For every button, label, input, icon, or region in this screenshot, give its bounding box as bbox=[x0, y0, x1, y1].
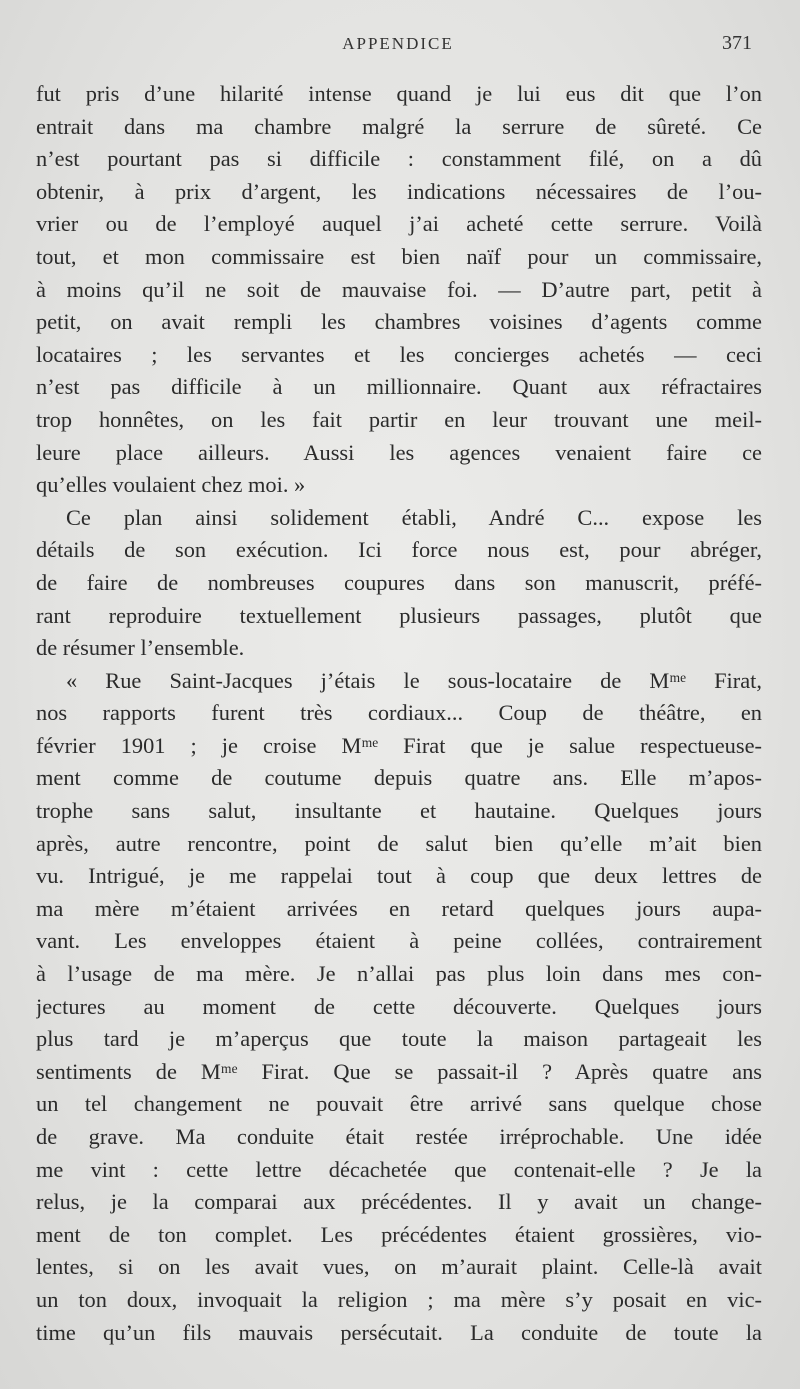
text-line: lentes, si on les avait vues, on m’aurait plaint. Celle-là avait bbox=[36, 1254, 762, 1280]
text-line: petit, on avait rempli les chambres voisines d’agents comme bbox=[36, 309, 762, 335]
text-line: me vint : cette lettre décachetée que contenait-elle ? Je la bbox=[36, 1156, 762, 1182]
text-line: un ton doux, invoquait la religion ; ma mère s’y posait en vic- bbox=[36, 1286, 762, 1312]
text-line: locataires ; les servantes et les concierges achetés — ceci bbox=[36, 341, 762, 367]
text-line: février 1901 ; je croise Mᵐᵉ Firat que je salue respectueuse- bbox=[36, 732, 762, 758]
text-line: vu. Intrigué, je me rappelai tout à coup que deux lettres de bbox=[36, 863, 762, 889]
page-header bbox=[36, 30, 760, 60]
text-line: un tel changement ne pouvait être arrivé sans quelque chose bbox=[36, 1091, 762, 1117]
text-line: « Rue Saint-Jacques j’étais le sous-locataire de Mᵐᵉ Firat, bbox=[66, 667, 762, 693]
text-line: détails de son exécution. Ici force nous est, pour abréger, bbox=[36, 537, 762, 563]
text-line: de grave. Ma conduite était restée irréprochable. Une idée bbox=[36, 1124, 762, 1149]
text-line: fut pris d’une hilarité intense quand je lui eus dit que l’on bbox=[36, 81, 762, 106]
page-number: 371 bbox=[722, 32, 752, 54]
text-line: Ce plan ainsi solidement établi, André C... expose les bbox=[66, 504, 762, 530]
text-line: de résumer l’ensemble. bbox=[36, 635, 245, 661]
text-line: obtenir, à prix d’argent, les indications nécessaires de l’ou- bbox=[36, 178, 762, 204]
text-line: après, autre rencontre, point de salut bien qu’elle m’ait bien bbox=[36, 830, 762, 856]
text-line: vrier ou de l’employé auquel j’ai acheté cette serrure. Voilà bbox=[36, 211, 762, 237]
text-line: ma mère m’étaient arrivées en retard quelques jours aupa- bbox=[36, 895, 762, 921]
text-line: relus, je la comparai aux précédentes. Il y avait un change- bbox=[36, 1189, 762, 1215]
body-text bbox=[36, 78, 762, 1349]
text-line: qu’elles voulaient chez moi. » bbox=[36, 472, 306, 498]
text-line: tout, et mon commissaire est bien naïf pour un commissaire, bbox=[36, 243, 762, 269]
text-line: n’est pourtant pas si difficile : constamment filé, on a dû bbox=[36, 146, 762, 172]
text-line: vant. Les enveloppes étaient à peine collées, contrairement bbox=[36, 928, 762, 954]
text-line: à l’usage de ma mère. Je n’allai pas plus loin dans mes con- bbox=[36, 961, 762, 987]
text-line: ment de ton complet. Les précédentes étaient grossières, vio- bbox=[36, 1221, 762, 1247]
text-line: plus tard je m’aperçus que toute la maison partageait les bbox=[36, 1026, 762, 1052]
text-line: time qu’un fils mauvais persécutait. La conduite de toute la bbox=[36, 1319, 762, 1345]
text-line: trophe sans salut, insultante et hautaine. Quelques jours bbox=[36, 798, 762, 824]
text-line: rant reproduire textuellement plusieurs passages, plutôt que bbox=[36, 602, 762, 628]
text-line: à moins qu’il ne soit de mauvaise foi. — D’autre part, petit à bbox=[36, 276, 762, 302]
text-line: n’est pas difficile à un millionnaire. Quant aux réfractaires bbox=[36, 374, 762, 400]
running-title: APPENDICE bbox=[342, 34, 454, 53]
text-line: ment comme de coutume depuis quatre ans. Elle m’apos- bbox=[36, 765, 762, 791]
text-line: entrait dans ma chambre malgré la serrure de sûreté. Ce bbox=[36, 113, 762, 139]
text-line: jectures au moment de cette découverte. Quelques jours bbox=[36, 993, 762, 1019]
text-line: de faire de nombreuses coupures dans son manuscrit, préfé- bbox=[36, 569, 762, 595]
text-line: leure place ailleurs. Aussi les agences venaient faire ce bbox=[36, 439, 762, 465]
text-line: sentiments de Mᵐᵉ Firat. Que se passait-il ? Après quatre ans bbox=[36, 1058, 762, 1084]
text-line: nos rapports furent très cordiaux... Coup de théâtre, en bbox=[36, 700, 762, 726]
text-line: trop honnêtes, on les fait partir en leur trouvant une meil- bbox=[36, 406, 762, 432]
